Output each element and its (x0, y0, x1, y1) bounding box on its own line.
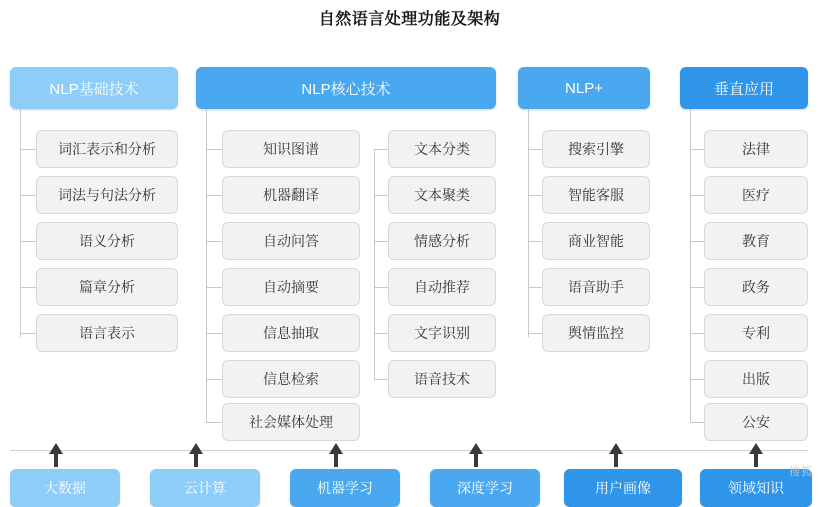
arrow-up-icon (189, 443, 203, 454)
node-col2-right-item-3[interactable] (388, 268, 496, 306)
node-label: 商业智能 (568, 233, 624, 249)
connector-branch (206, 379, 222, 380)
watermark: 搜狐 (789, 466, 813, 478)
node-label: 出版 (742, 371, 770, 387)
node-label: 公安 (742, 414, 770, 430)
connector-branch (374, 287, 388, 288)
connector-branch (206, 287, 222, 288)
node-col4-item-5[interactable] (704, 360, 808, 398)
connector-branch (374, 241, 388, 242)
node-col2-left-item-3[interactable] (222, 268, 360, 306)
node-label: 政务 (742, 279, 770, 295)
node-col2-right-item-0[interactable] (388, 130, 496, 168)
connector-branch (374, 195, 388, 196)
foundation-label: 领域知识 (728, 479, 784, 496)
foundation-box-dl[interactable] (430, 469, 540, 507)
connector-branch (528, 149, 542, 150)
foundation-label: 机器学习 (317, 479, 373, 496)
node-label: 情感分析 (414, 233, 470, 249)
node-label: 语音助手 (568, 279, 624, 295)
foundation-box-user-profile[interactable] (564, 469, 682, 507)
connector-trunk-col2 (206, 109, 207, 422)
connector-trunk-col1 (20, 109, 21, 337)
node-col4-item-1[interactable] (704, 176, 808, 214)
node-col2-left-item-5[interactable] (222, 360, 360, 398)
column-header-label: NLP基础技术 (49, 80, 139, 98)
arrow-stem (474, 453, 478, 467)
column-header-label: NLP+ (565, 79, 603, 97)
connector-branch (206, 241, 222, 242)
node-col3-item-3[interactable] (542, 268, 650, 306)
diagram-canvas (0, 29, 819, 496)
foundation-label: 云计算 (184, 479, 226, 496)
node-col2-left-item-6[interactable] (222, 403, 360, 441)
node-label: 专利 (742, 325, 770, 341)
node-label: 自动推荐 (414, 279, 470, 295)
node-label: 搜索引擎 (568, 141, 624, 157)
node-col2-right-item-2[interactable] (388, 222, 496, 260)
connector-branch (690, 241, 704, 242)
connector-branch (206, 195, 222, 196)
foundation-box-cloud[interactable] (150, 469, 260, 507)
arrow-up-icon (609, 443, 623, 454)
node-col2-right-item-1[interactable] (388, 176, 496, 214)
node-label: 文本分类 (414, 141, 470, 157)
node-label: 词汇表示和分析 (58, 141, 156, 157)
connector-branch (20, 241, 36, 242)
node-col2-left-item-2[interactable] (222, 222, 360, 260)
node-col1-item-0[interactable] (36, 130, 178, 168)
node-col1-item-4[interactable] (36, 314, 178, 352)
column-header-label: 垂直应用 (713, 80, 774, 98)
connector-branch (528, 241, 542, 242)
node-col3-item-4[interactable] (542, 314, 650, 352)
node-label: 信息抽取 (263, 325, 319, 341)
foundation-box-bigdata[interactable] (10, 469, 120, 507)
connector-branch (206, 422, 222, 423)
node-col3-item-1[interactable] (542, 176, 650, 214)
column-header-nlp-core[interactable] (196, 67, 496, 109)
connector-branch (206, 149, 222, 150)
connector-branch (20, 333, 36, 334)
node-col4-item-3[interactable] (704, 268, 808, 306)
node-label: 信息检索 (263, 371, 319, 387)
node-label: 词法与句法分析 (58, 187, 156, 203)
node-label: 医疗 (742, 187, 770, 203)
arrow-stem (194, 453, 198, 467)
column-header-vertical-app[interactable] (680, 67, 808, 109)
node-label: 语言表示 (79, 325, 135, 341)
connector-branch (690, 149, 704, 150)
node-label: 机器翻译 (263, 187, 319, 203)
foundation-baseline (10, 450, 808, 451)
node-col4-item-0[interactable] (704, 130, 808, 168)
foundation-label: 大数据 (44, 479, 86, 496)
node-label: 文字识别 (414, 325, 470, 341)
arrow-up-icon (49, 443, 63, 454)
node-col1-item-2[interactable] (36, 222, 178, 260)
node-label: 法律 (742, 141, 770, 157)
arrow-up-icon (329, 443, 343, 454)
connector-branch (374, 149, 388, 150)
connector-branch (374, 333, 388, 334)
foundation-box-ml[interactable] (290, 469, 400, 507)
node-col2-right-item-5[interactable] (388, 360, 496, 398)
foundation-label: 深度学习 (457, 479, 513, 496)
node-col4-item-6[interactable] (704, 403, 808, 441)
connector-branch (690, 333, 704, 334)
arrow-up-icon (469, 443, 483, 454)
node-label: 知识图谱 (263, 141, 319, 157)
node-label: 文本聚类 (414, 187, 470, 203)
connector-branch (374, 379, 388, 380)
node-label: 自动问答 (263, 233, 319, 249)
node-label: 教育 (742, 233, 770, 249)
connector-branch (20, 287, 36, 288)
connector-branch (528, 287, 542, 288)
connector-branch (528, 333, 542, 334)
connector-branch (690, 422, 704, 423)
node-col2-left-item-0[interactable] (222, 130, 360, 168)
column-header-nlp-basic[interactable] (10, 67, 178, 109)
node-col2-left-item-4[interactable] (222, 314, 360, 352)
node-col4-item-4[interactable] (704, 314, 808, 352)
arrow-stem (334, 453, 338, 467)
node-label: 社会媒体处理 (249, 414, 333, 430)
connector-trunk-col2-right (374, 149, 375, 380)
node-col1-item-3[interactable] (36, 268, 178, 306)
connector-branch (206, 333, 222, 334)
connector-branch (20, 149, 36, 150)
node-label: 智能客服 (568, 187, 624, 203)
connector-branch (690, 379, 704, 380)
page-title: 自然语言处理功能及架构 (318, 11, 501, 28)
column-header-label: NLP核心技术 (301, 80, 391, 98)
arrow-stem (614, 453, 618, 467)
arrow-up-icon (749, 443, 763, 454)
arrow-stem (754, 453, 758, 467)
node-col1-item-1[interactable] (36, 176, 178, 214)
node-col4-item-2[interactable] (704, 222, 808, 260)
connector-trunk-col3 (528, 109, 529, 337)
node-col2-left-item-1[interactable] (222, 176, 360, 214)
connector-branch (20, 195, 36, 196)
node-label: 篇章分析 (79, 279, 135, 295)
node-label: 语义分析 (79, 233, 135, 249)
column-header-nlp-plus[interactable] (518, 67, 650, 109)
arrow-stem (54, 453, 58, 467)
node-label: 语音技术 (414, 371, 470, 387)
node-col2-right-item-4[interactable] (388, 314, 496, 352)
foundation-label: 用户画像 (595, 479, 651, 496)
connector-branch (690, 195, 704, 196)
node-col3-item-0[interactable] (542, 130, 650, 168)
connector-branch (528, 195, 542, 196)
node-label: 自动摘要 (263, 279, 319, 295)
connector-branch (690, 287, 704, 288)
node-label: 舆情监控 (568, 325, 624, 341)
node-col3-item-2[interactable] (542, 222, 650, 260)
connector-trunk-col4 (690, 109, 691, 422)
